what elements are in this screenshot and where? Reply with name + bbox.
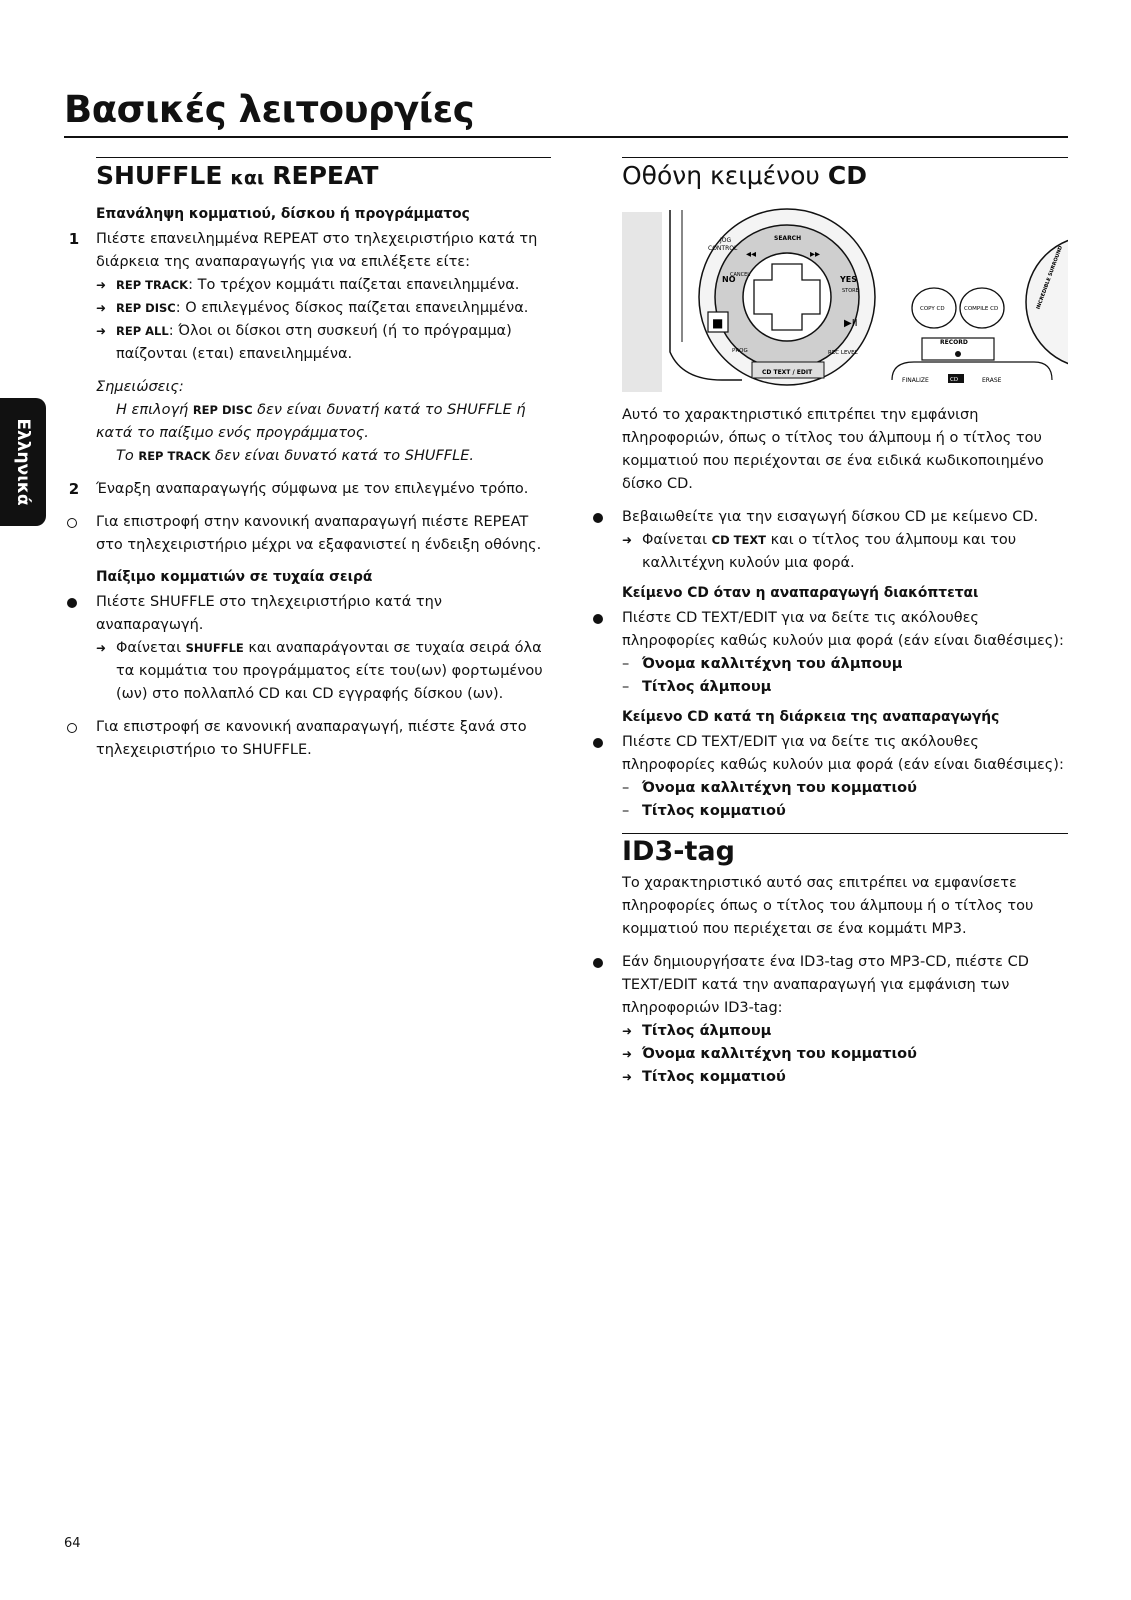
cd-text-edit-label: CD TEXT / EDIT [762, 369, 813, 376]
id3-item [622, 1043, 1068, 1066]
shuffle-result [96, 637, 551, 706]
step-1 [68, 228, 551, 274]
dash-icon: – [622, 656, 630, 672]
title-tag: -tag [673, 836, 735, 867]
id3-item [622, 1020, 1068, 1043]
arrow-icon: ➜ [622, 1047, 633, 1061]
dash-icon: – [622, 780, 630, 796]
store-label: STORE [842, 288, 859, 294]
bullet-icon [593, 958, 603, 968]
section-rule [96, 157, 551, 158]
note-text: Το [116, 448, 139, 464]
title-cd: CD [827, 161, 867, 190]
item-text: Τίτλος άλμπουμ [642, 679, 772, 695]
bullet-icon [593, 513, 603, 523]
step-text: Έναρξη αναπαραγωγής σύμφωνα με τον επιλεγμένο τρόπο. [96, 481, 529, 497]
cd-text-intro: Αυτό το χαρακτηριστικό επιτρέπει την εμφάνιση πληροφοριών, όπως ο τίτλος του άλμπουμ ή ο τίτλος του κομματιού που περιέχονται σε ένα ειδικά κωδικοποιημένο δίσκο CD. [622, 407, 1044, 492]
return-text: Για επιστροφή στην κανονική αναπαραγωγή πιέστε REPEAT στο τηλεχειριστήριο μέχρι να εξαφανιστεί η ένδειξη οθόνης. [96, 514, 542, 553]
option-text: : Όλοι οι δίσκοι στη συσκευή (ή το πρόγραμμα) παίζονται (εται) επανειλημμένα. [116, 323, 512, 362]
ring-bullet-icon [67, 518, 77, 528]
result-text: και ο τίτλος του άλμπουμ και του καλλιτέχνη κυλούν μια φορά. [642, 532, 1017, 571]
surround-label: INCREDIBLE SURROUND [1035, 245, 1065, 311]
section-rule [622, 157, 1068, 158]
step-2 [68, 478, 551, 501]
stop-icon: ■ [712, 316, 724, 330]
arrow-icon: ➜ [622, 1070, 633, 1084]
stop-item [622, 676, 1068, 699]
repeat-option [96, 297, 551, 320]
arrow-icon: ➜ [96, 278, 107, 292]
note-text: Η επιλογή [116, 402, 193, 418]
title-and: και [230, 167, 265, 189]
repeat-subhead: Επανάληψη κομματιού, δίσκου ή προγράμματος [96, 206, 470, 222]
language-tab-label: Ελληνικά [13, 418, 33, 506]
surround-knob [1026, 236, 1068, 368]
result-key: SHUFFLE [185, 641, 244, 655]
right-column [622, 157, 1068, 1089]
result-text: και αναπαράγονται σε τυχαία σειρά όλα τα κομμάτια του προγράμματος είτε του(ων) φορτωμένου (ων) στο πολλαπλό CD και CD εγγραφής δίσκου (ων). [116, 640, 543, 702]
bullet-icon [593, 614, 603, 624]
record-label: RECORD [940, 339, 968, 346]
cd-text-result [622, 529, 1068, 575]
record-dot-icon [955, 351, 961, 357]
erase-label: ERASE [982, 377, 1002, 384]
option-key: REP TRACK [116, 278, 189, 292]
arrow-icon: ➜ [96, 324, 107, 338]
bullet-text: Πιέστε CD TEXT/EDIT για να δείτε τις ακόλουθες πληροφορίες καθώς κυλούν μια φορά (εάν είναι διαθέσιμες): [622, 734, 1064, 773]
dash-icon: – [622, 679, 630, 695]
left-column [68, 157, 551, 762]
arrow-icon: ➜ [622, 533, 633, 547]
result-key: CD TEXT [711, 533, 767, 547]
arrow-icon: ➜ [96, 301, 107, 315]
item-text: Τίτλος άλμπουμ [642, 1023, 772, 1039]
section-title-cd-text [622, 162, 1068, 190]
finalize-label: FINALIZE [902, 377, 929, 384]
control-label: CONTROL [708, 245, 738, 252]
play-pause-icon: ▶II [844, 318, 858, 329]
item-text: Τίτλος κομματιού [642, 1069, 786, 1085]
compile-cd-label: COMPILE CD [964, 306, 999, 312]
page-title: Βασικές λειτουργίες [64, 88, 475, 131]
id3-bullet [622, 951, 1068, 1020]
section-title-shuffle-repeat [96, 162, 551, 192]
step-number: 1 [68, 230, 80, 248]
page-number: 64 [64, 1536, 81, 1551]
note-text: δεν είναι δυνατή κατά το SHUFFLE ή κατά το παίξιμο ενός προγράμματος. [96, 402, 526, 441]
item-text: Τίτλος κομματιού [642, 803, 786, 819]
result-text: Φαίνεται [642, 532, 712, 548]
language-tab [0, 398, 46, 526]
bullet-icon [67, 598, 77, 608]
ring-bullet-icon [67, 723, 77, 733]
play-subhead: Κείμενο CD κατά τη διάρκεια της αναπαραγωγής [622, 709, 1000, 725]
repeat-option [96, 320, 551, 366]
item-text: Όνομα καλλιτέχνη του κομματιού [642, 1046, 917, 1062]
title-id3: ID3 [622, 836, 674, 867]
stop-item [622, 653, 1068, 676]
bullet-text: Πιέστε SHUFFLE στο τηλεχειριστήριο κατά την αναπαραγωγή. [96, 594, 442, 633]
item-text: Όνομα καλλιτέχνη του κομματιού [642, 780, 917, 796]
play-bullet [622, 731, 1068, 777]
arrow-icon: ➜ [622, 1024, 633, 1038]
next-icon: ▸▸ [810, 249, 821, 260]
bullet-text: Βεβαιωθείτε για την εισαγωγή δίσκου CD με κείμενο CD. [622, 509, 1039, 525]
stop-bullet [622, 607, 1068, 653]
rec-level-label: REC LEVEL [828, 350, 858, 356]
title-rule [64, 136, 1068, 138]
id3-item [622, 1066, 1068, 1089]
notes-label: Σημειώσεις: [96, 379, 184, 395]
search-label: SEARCH [774, 235, 802, 242]
step-number: 2 [68, 480, 80, 498]
shuffle-subhead: Παίξιμο κομματιών σε τυχαία σειρά [96, 569, 373, 585]
no-label: NO [722, 275, 736, 284]
note-1 [96, 399, 551, 445]
dash-icon: – [622, 803, 630, 819]
jog-dial-center [743, 253, 831, 341]
option-key: REP DISC [116, 301, 176, 315]
item-text: Όνομα καλλιτέχνη του άλμπουμ [642, 656, 903, 672]
shuffle-bullet [96, 591, 551, 637]
title-repeat: REPEAT [272, 161, 379, 190]
repeat-option [96, 274, 551, 297]
note-key: REP DISC [192, 403, 253, 417]
shuffle-return [96, 716, 551, 762]
option-text: : Το τρέχον κομμάτι παίζεται επανειλημμένα. [188, 277, 520, 293]
cancel-label: CANCEL [730, 272, 751, 278]
jog-label: JOG [720, 237, 732, 244]
cd-text-bullet [622, 506, 1068, 529]
option-text: : Ο επιλεγμένος δίσκος παίζεται επανειλημμένα. [175, 300, 529, 316]
option-key: REP ALL [116, 324, 169, 338]
arrow-icon: ➜ [96, 641, 107, 655]
prog-label: PROG [732, 348, 748, 354]
play-item [622, 800, 1068, 823]
step-text: Πιέστε επανειλημμένα REPEAT στο τηλεχειριστήριο κατά τη διάρκεια της αναπαραγωγής για να επιλέξετε είτε: [96, 231, 538, 270]
yes-label: YES [840, 275, 858, 284]
note-text: δεν είναι δυνατό κατά το SHUFFLE. [210, 448, 474, 464]
play-item [622, 777, 1068, 800]
device-panel-illustration [622, 202, 1068, 392]
prev-icon: ◂◂ [746, 249, 757, 260]
bullet-icon [593, 738, 603, 748]
copy-cd-label: COPY CD [920, 306, 945, 312]
repeat-return [96, 511, 551, 557]
bullet-text: Πιέστε CD TEXT/EDIT για να δείτε τις ακόλουθες πληροφορίες καθώς κυλούν μια φορά (εάν είναι διαθέσιμες): [622, 610, 1064, 649]
return-text: Για επιστροφή σε κανονική αναπαραγωγή, πιέστε ξανά στο τηλεχειριστήριο το SHUFFLE. [96, 719, 527, 758]
note-2 [96, 445, 551, 468]
id3-intro: Το χαρακτηριστικό αυτό σας επιτρέπει να εμφανίσετε πληροφορίες όπως ο τίτλος του άλμπουμ ή ο τίτλος του κομματιού που περιέχεται σε ένα κομμάτι MP3. [622, 875, 1034, 937]
section-title-id3 [622, 838, 1068, 866]
result-text: Φαίνεται [116, 640, 186, 656]
title-text: Οθόνη κειμένου [622, 161, 820, 190]
title-shuffle: SHUFFLE [96, 161, 223, 190]
stop-subhead: Κείμενο CD όταν η αναπαραγωγή διακόπτεται [622, 585, 979, 601]
panel-shade [622, 212, 662, 392]
note-key: REP TRACK [138, 449, 211, 463]
bullet-text: Εάν δημιουργήσατε ένα ID3-tag στο MP3-CD, πιέστε CD TEXT/EDIT κατά την αναπαραγωγή για εμφάνιση των πληροφοριών ID3-tag: [622, 954, 1029, 1016]
cd-badge-label: CD [950, 377, 959, 383]
section-rule [622, 833, 1068, 834]
